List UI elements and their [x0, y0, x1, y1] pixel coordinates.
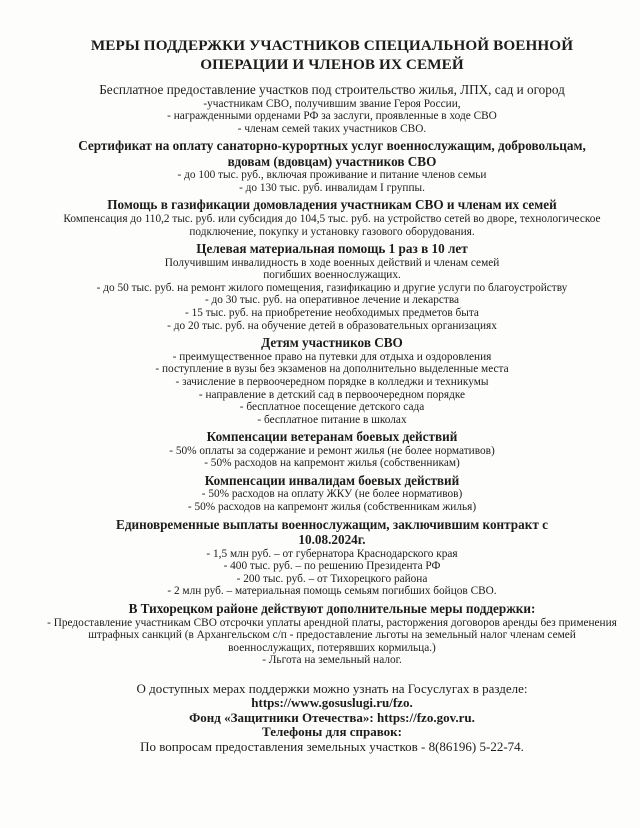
section-item: - 400 тыс. руб. – по решению Президента РФ [223, 560, 441, 573]
section-item: - 50% расходов на капремонт жилья (собственникам жилья) [187, 501, 477, 514]
section-item: - награжденными орденами РФ за заслуги, проявленные в ходе СВО [167, 110, 497, 123]
section-item: - 50% оплаты за содержание и ремонт жилья (не более нормативов) [169, 444, 495, 457]
document-title: МЕРЫ ПОДДЕРЖКИ УЧАСТНИКОВ СПЕЦИАЛЬНОЙ ВОЕННОЙ ОПЕРАЦИИ И ЧЛЕНОВ ИХ СЕМЕЙ [90, 37, 574, 73]
section-veterans-compensation [46, 429, 618, 470]
section-item: - Льгота на земельный налог. [262, 654, 402, 667]
gosuslugi-text: О доступных мерах поддержки можно узнать на Госуслугах в разделе: [136, 680, 528, 696]
section-heading: Бесплатное предоставление участков под строительство жилья, ЛПХ, сад и огород [99, 82, 565, 97]
section-item: - 50% расходов на капремонт жилья (собственникам) [204, 457, 460, 470]
section-item: - до 30 тыс. руб. на оперативное лечение и лекарства [204, 294, 460, 307]
section-item: - 200 тыс. руб. – от Тихорецкого района [236, 572, 428, 585]
section-free-land [46, 82, 618, 135]
section-item: - поступление в вузы без экзаменов на дополнительно выделенные места [155, 363, 509, 376]
section-heading: Единовременные выплаты военнослужащим, заключившим контракт с 10.08.2024г. [116, 516, 548, 548]
section-item: Компенсация до 110,2 тыс. руб. или субсидия до 104,5 тыс. руб. на устройство сетей во дворе, технологическое подключение, покупку и установку газового оборудования. [63, 212, 601, 238]
section-item: - до 130 тыс. руб. инвалидам I группы. [239, 181, 425, 194]
section-item: - зачисление в первоочередном порядке в колледжи и техникумы [175, 375, 489, 388]
section-heading: Сертификат на оплату санаторно-курортных услуг военнослужащим, добровольцам, вдовам (вдовцам) участников СВО [78, 138, 586, 169]
phone-land-plots: По вопросам предоставления земельных участков - 8(86196) 5-22-74. [140, 738, 524, 754]
section-item: - 15 тыс. руб. на приобретение необходимых предметов быта [185, 307, 479, 320]
section-disabled-compensation [46, 473, 618, 514]
gosuslugi-link[interactable]: https://www.gosuslugi.ru/fzo. [251, 695, 413, 711]
section-item: -участникам СВО, получившим звание Героя России, [203, 97, 461, 110]
section-gasification [46, 197, 618, 238]
section-item: - до 100 тыс. руб., включая проживание и питание членов семьи [177, 169, 487, 182]
section-heading: Детям участников СВО [261, 335, 403, 351]
section-item: - бесплатное питание в школах [257, 413, 407, 426]
section-tikhoretsk-extra [46, 601, 618, 667]
fund-link[interactable]: Фонд «Защитники Отечества»: https://fzo.gov.ru. [189, 709, 475, 725]
section-lump-sum-payments [46, 517, 618, 598]
section-item: - 50% расходов на оплату ЖКУ (не более нормативов) [201, 488, 463, 501]
section-item: - Предоставление участникам СВО отсрочки уплаты арендной платы, расторжения договоров аренды без применения штрафных санкций (в Архангельском с/п - предоставление льготы на земельный налог членам семей военнослужащих, потерявших кормильца.) [47, 616, 617, 654]
section-item: - до 20 тыс. руб. на обучение детей в образовательных организациях [167, 319, 497, 332]
section-sanatorium-certificate [46, 138, 618, 194]
section-targeted-aid [46, 241, 618, 332]
section-item: - до 50 тыс. руб. на ремонт жилого помещения, газификацию и другие услуги по благоустройству [96, 281, 568, 294]
section-heading: В Тихорецком районе действуют дополнительные меры поддержки: [128, 601, 536, 617]
section-item: - 1,5 млн руб. – от губернатора Краснодарского края [206, 547, 458, 560]
section-heading: Целевая материальная помощь 1 раз в 10 лет [196, 241, 468, 257]
section-heading: Компенсации инвалидам боевых действий [204, 472, 460, 488]
section-item: - направление в детский сад в первоочередном порядке [198, 388, 466, 401]
section-item: - 2 млн руб. – материальная помощь семьям погибших бойцов СВО. [167, 585, 497, 598]
section-item: - преимущественное право на путевки для отдыха и оздоровления [172, 350, 492, 363]
section-item: - членам семей таких участников СВО. [237, 122, 427, 135]
section-heading: Помощь в газификации домовладения участникам СВО и членам их семей [107, 197, 557, 213]
section-item: - бесплатное посещение детского сада [239, 401, 425, 414]
section-item: Получившим инвалидность в ходе военных действий и членам семей погибших военнослужащих. [164, 256, 500, 282]
phones-heading: Телефоны для справок: [262, 724, 402, 740]
section-children [46, 335, 618, 426]
section-heading: Компенсации ветеранам боевых действий [206, 429, 458, 445]
footer [46, 682, 618, 755]
